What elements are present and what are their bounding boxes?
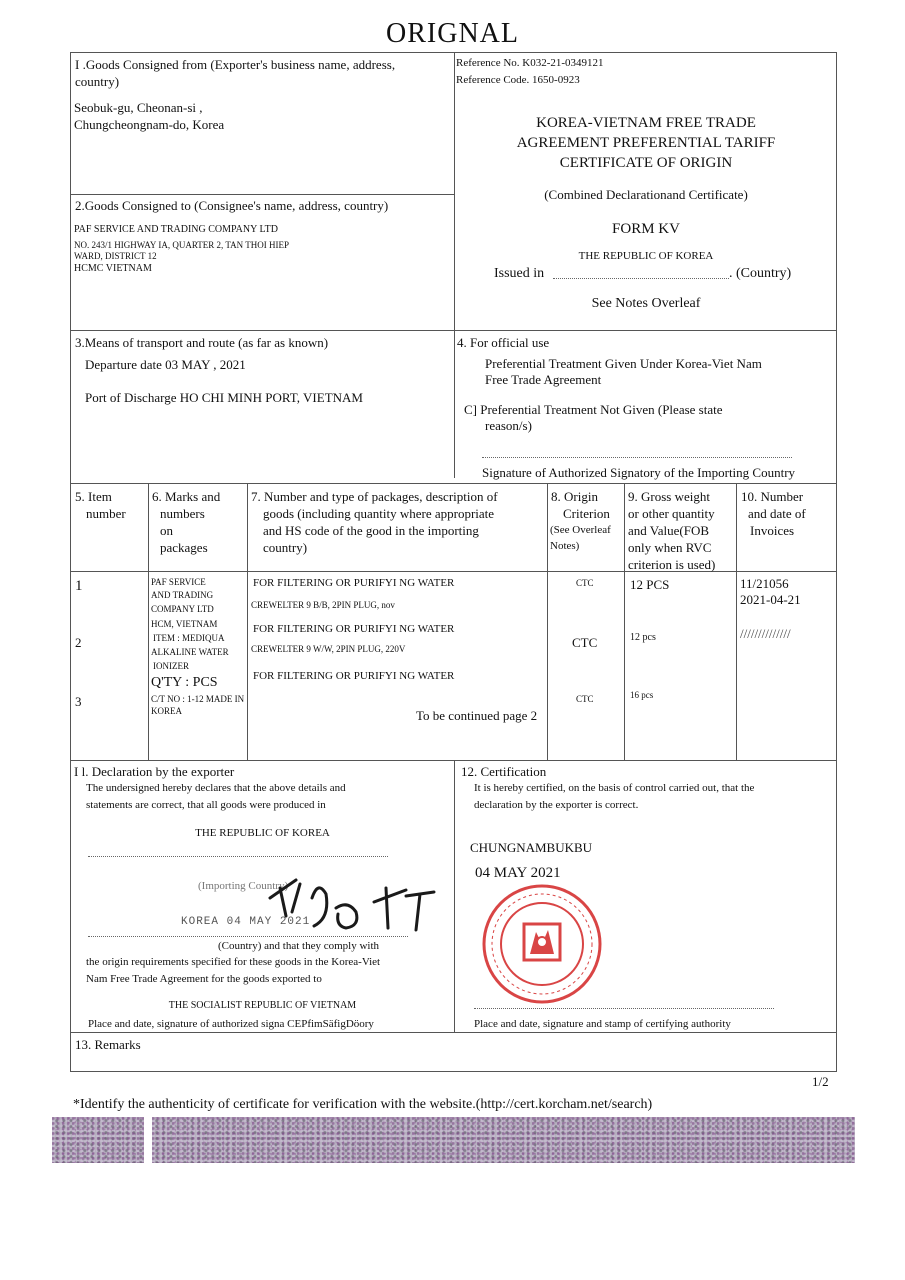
item1-description: FOR FILTERING OR PURIFYI NG WATER: [253, 577, 455, 589]
item3-description: FOR FILTERING OR PURIFYI NG WATER: [253, 670, 455, 682]
marks-line5: ITEM : MEDIQUA: [153, 633, 225, 643]
invoice-number: 11/21056: [740, 576, 789, 591]
declaration-dots-2: [88, 936, 408, 937]
col5-header-1: 5. Item: [75, 489, 112, 504]
marks-line4: HCM, VIETNAM: [151, 619, 218, 629]
consignee-name: PAF SERVICE AND TRADING COMPANY LTD: [74, 224, 278, 235]
security-pattern-right: [152, 1117, 855, 1163]
marks-line3: COMPANY LTD: [151, 604, 214, 614]
issued-in-dots: [553, 278, 729, 279]
marks-carton: C/T NO : 1-12 MADE IN: [151, 694, 245, 704]
importing-country-label: (Importing Country): [198, 880, 289, 892]
exporter-address-2: Chungcheongnam-do, Korea: [74, 117, 225, 132]
item-number-3: 3: [75, 694, 82, 709]
divider-box2-box3: [70, 330, 837, 331]
treatment-not-given-1: C] Preferential Treatment Not Given (Please state: [464, 402, 723, 417]
destination-country: THE SOCIALIST REPUBLIC OF VIETNAM: [168, 1000, 357, 1011]
col7-header-3: and HS code of the good in the importing: [263, 523, 479, 538]
declaration-text-5: Nam Free Trade Agreement for the goods exported to: [86, 973, 322, 985]
divider-box4-columns: [70, 483, 837, 484]
col7-header-2: goods (including quantity where appropriate: [263, 506, 495, 521]
item-number-1: 1: [75, 578, 83, 594]
col7-header-4: country): [263, 540, 308, 555]
divider-declaration-remarks: [70, 1032, 837, 1033]
box3-label: 3.Means of transport and route (as far as known): [75, 335, 329, 350]
marks-origin: KOREA: [151, 706, 182, 716]
divider-col8: [547, 483, 548, 760]
certification-date: 04 MAY 2021: [475, 865, 561, 881]
page-number: 1/2: [812, 1074, 829, 1089]
heading-line3: CERTIFICATE OF ORIGIN: [559, 155, 733, 171]
remarks-label: 13. Remarks: [75, 1037, 141, 1052]
verification-note: *Identify the authenticity of certificate for verification with the website.(http://cert.korcham.net/search): [73, 1097, 653, 1112]
importing-signatory: Signature of Authorized Signatory of the Importing Country: [482, 465, 796, 480]
item1-criterion: CTC: [576, 578, 594, 588]
continued-note: To be continued page 2: [416, 708, 538, 723]
marks-quantity: Q'TY : PCS: [151, 675, 218, 690]
issued-in-label: Issued in: [494, 266, 545, 281]
exporter-address-1: Seobuk-gu, Cheonan-si ,: [74, 100, 203, 115]
box12-label: 12. Certification: [461, 764, 547, 779]
consignee-address-2: WARD, DISTRICT 12: [74, 251, 157, 261]
col6-header-4: packages: [160, 540, 208, 555]
consignee-address-3: HCMC VIETNAM: [74, 263, 152, 274]
page-title: ORIGNAL: [386, 18, 519, 49]
item1-model: CREWELTER 9 B/B, 2PIN PLUG, nov: [251, 600, 395, 610]
treatment-given-1: Preferential Treatment Given Under Korea-Viet Nam: [485, 356, 762, 371]
divider-box11-box12: [454, 760, 455, 1032]
col6-header-1: 6. Marks and: [152, 489, 221, 504]
divider-col10: [736, 483, 737, 760]
col8-header-4: Notes): [550, 540, 580, 552]
certifying-sign-label: Place and date, signature and stamp of certifying authority: [474, 1018, 731, 1030]
col9-header-4: only when RVC: [628, 540, 712, 555]
item3-quantity: 16 pcs: [630, 690, 654, 700]
box1-label-line1: I .Goods Consigned from (Exporter's business name, address,: [75, 57, 396, 72]
col9-header-3: and Value(FOB: [628, 523, 710, 538]
col6-header-3: on: [160, 523, 173, 538]
exporter-signature-icon: [256, 868, 440, 938]
item3-criterion: CTC: [576, 694, 594, 704]
divider-col7: [247, 483, 248, 760]
heading-line1: KOREA-VIETNAM FREE TRADE: [536, 115, 756, 131]
port-of-discharge: Port of Discharge HO CHI MINH PORT, VIETNAM: [85, 390, 363, 405]
item2-model: CREWELTER 9 W/W, 2PIN PLUG, 220V: [251, 644, 406, 654]
invoice-slashes: //////////////: [740, 626, 791, 641]
declaration-text-3: (Country) and that they comply with: [218, 940, 379, 952]
invoice-date: 2021-04-21: [740, 592, 801, 607]
certification-text-1: It is hereby certified, on the basis of control carried out, that the: [474, 782, 755, 794]
issuing-republic: THE REPUBLIC OF KOREA: [578, 250, 714, 262]
combined-note: (Combined Declarationand Certificate): [544, 187, 748, 202]
issued-in-country: . (Country): [729, 266, 792, 281]
declaration-text-1: The undersigned hereby declares that the above details and: [86, 782, 346, 794]
declaration-place-date: KOREA 04 MAY 2021: [181, 916, 311, 928]
consignee-address-1: NO. 243/1 HIGHWAY IA, QUARTER 2, TAN THOI HIEP: [74, 240, 289, 250]
heading-line2: AGREEMENT PREFERENTIAL TARIFF: [516, 135, 776, 151]
col5-header-2: number: [86, 506, 126, 521]
col9-header-5: criterion is used): [628, 557, 716, 572]
col9-header-1: 9. Gross weight: [628, 489, 710, 504]
marks-line2: AND TRADING: [151, 590, 214, 600]
box4-label: 4. For official use: [457, 335, 550, 350]
chamber-stamp-icon: [474, 880, 610, 1008]
departure-date: Departure date 03 MAY , 2021: [85, 357, 246, 372]
col8-header-2: Criterion: [563, 506, 610, 521]
col9-header-2: or other quantity: [628, 506, 715, 521]
box11-label: I l. Declaration by the exporter: [74, 764, 235, 779]
item2-quantity: 12 pcs: [630, 632, 656, 643]
security-pattern-left: [52, 1117, 144, 1163]
reference-code: Reference Code. 1650-0923: [456, 74, 580, 86]
marks-line1: PAF SERVICE: [151, 577, 206, 587]
col7-header-1: 7. Number and type of packages, description of: [251, 489, 498, 504]
item-number-2: 2: [75, 635, 82, 650]
col10-header-1: 10. Number: [741, 489, 804, 504]
col8-header-1: 8. Origin: [551, 489, 598, 504]
declaration-text-2: statements are correct, that all goods were produced in: [86, 799, 326, 811]
col10-header-2: and date of: [748, 506, 806, 521]
divider-col6: [148, 483, 149, 760]
box2-label: 2.Goods Consigned to (Consignee's name, address, country): [75, 198, 389, 213]
certification-text-2: declaration by the exporter is correct.: [474, 799, 639, 811]
treatment-given-2: Free Trade Agreement: [485, 372, 602, 387]
marks-line6: ALKALINE WATER: [151, 647, 229, 657]
treatment-not-given-2: reason/s): [485, 418, 532, 433]
importing-signature-dots: [482, 457, 792, 458]
form-kv: FORM KV: [612, 221, 680, 237]
item2-description: FOR FILTERING OR PURIFYI NG WATER: [253, 623, 455, 635]
col6-header-2: numbers: [160, 506, 205, 521]
col8-header-3: (See Overleaf: [550, 524, 611, 536]
col10-header-3: Invoices: [750, 523, 795, 538]
divider-box1-box2: [70, 194, 454, 195]
marks-line7: IONIZER: [153, 661, 189, 671]
divider-col9: [624, 483, 625, 760]
reference-number: Reference No. K032-21-0349121: [456, 57, 604, 69]
box1-label-line2: country): [75, 74, 120, 89]
producing-country: THE REPUBLIC OF KOREA: [195, 827, 330, 839]
declaration-dots-1: [88, 856, 388, 857]
see-notes: See Notes Overleaf: [591, 296, 701, 311]
certification-place: CHUNGNAMBUKBU: [470, 840, 593, 855]
item1-quantity: 12 PCS: [630, 577, 670, 592]
divider-header-items: [70, 571, 837, 572]
item2-criterion: CTC: [572, 635, 598, 650]
certification-dots: [474, 1008, 774, 1009]
declaration-text-4: the origin requirements specified for these goods in the Korea-Viet: [86, 956, 381, 968]
exporter-sign-label: Place and date, signature of authorized signa CEPfimSäfigDöory: [88, 1018, 374, 1030]
